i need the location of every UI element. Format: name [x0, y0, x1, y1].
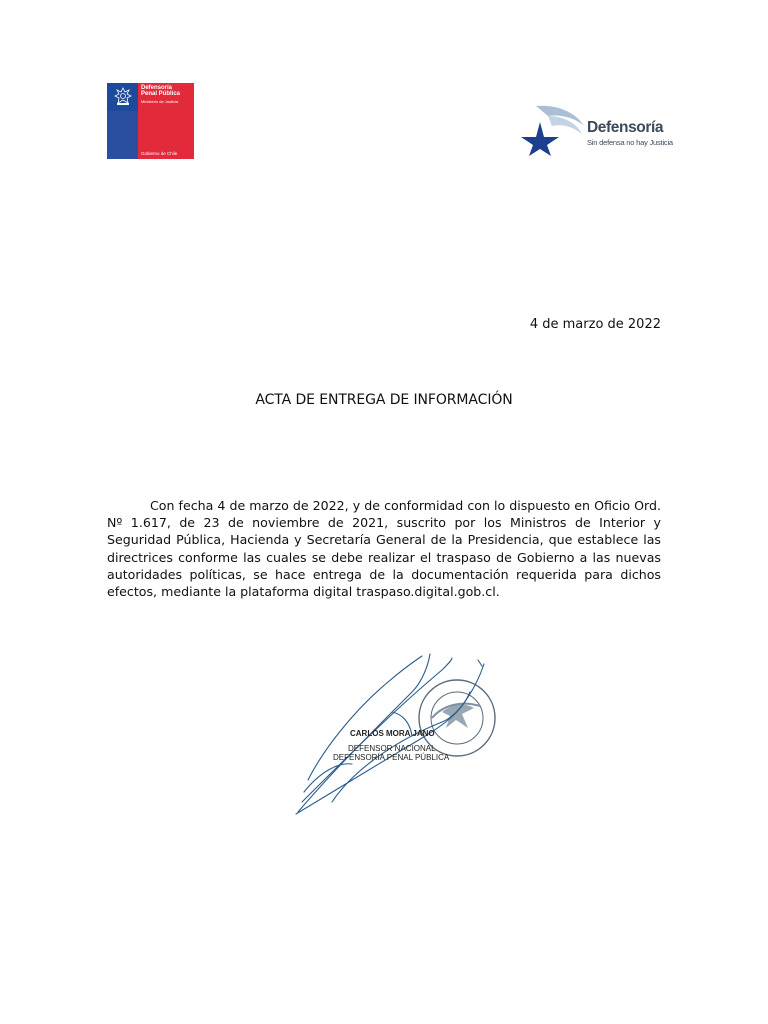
signature-block [292, 652, 502, 817]
signatory-organization: DEFENSORÍA PENAL PÚBLICA [333, 753, 450, 762]
coat-of-arms-icon [112, 87, 134, 107]
defensoria-logo [518, 104, 673, 160]
logo-blue-band [107, 83, 138, 159]
signatory-role: DEFENSOR NACIONAL [348, 744, 436, 753]
document-date: 4 de marzo de 2022 [529, 317, 661, 332]
signatory-name: CARLOS MORA JANO [350, 729, 435, 738]
logo-slogan: Sin defensa no hay Justicia [587, 138, 673, 147]
logo-footer: Gobierno de Chile [141, 151, 178, 156]
star-logo-icon [518, 104, 588, 160]
logo-red-band [138, 83, 194, 159]
logo-ministry: Ministerio de Justicia [141, 99, 179, 104]
logo-name: Defensoría [587, 119, 664, 136]
document-body: Con fecha 4 de marzo de 2022, y de conformidad con lo dispuesto en Oficio Ord. Nº 1.617, de 23 de noviembre de 2021, suscrito por los Ministros de Interior y Seguridad Pública, Hacienda y Secretaría General de la Presidencia, que establece las directrices conforme las cuales se debe realizar el traspaso de Gobierno a las nuevas autoridades políticas, se hace entrega de la documentación requerida para dichos efectos, mediante la plataforma digital traspaso.digital.gob.cl. [107, 498, 661, 600]
gobierno-chile-logo [107, 83, 194, 159]
document-title: ACTA DE ENTREGA DE INFORMACIÓN [255, 392, 513, 408]
logo-institution-name: Defensoría Penal Pública [141, 85, 181, 97]
